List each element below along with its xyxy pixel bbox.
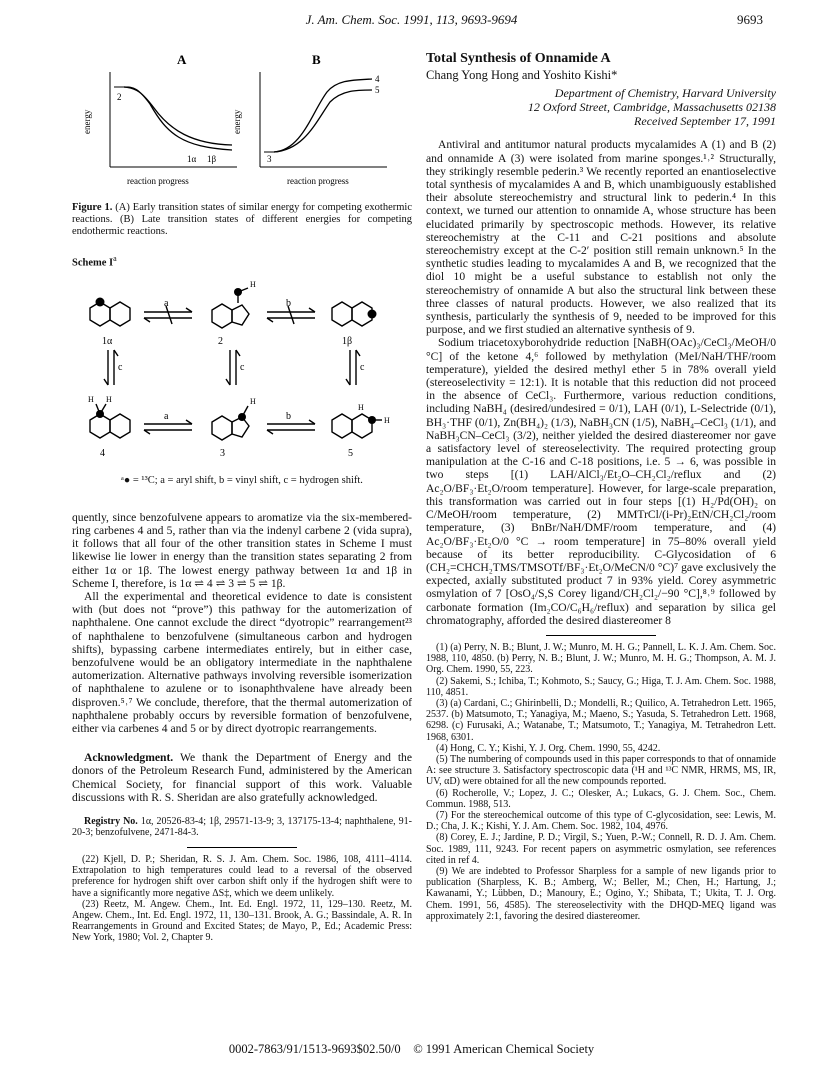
footnote-rule-right xyxy=(546,635,656,636)
h-label-5: H xyxy=(384,415,390,425)
acknowledgment-text: We thank the Department of Energy and the donors of the Petroleum Research Fund, administered by the American Chemical Society, for financial support of this work. Valuable discussions with R. S. Sheridan are also gratefully acknowledged. xyxy=(72,751,412,804)
affiliation xyxy=(426,86,776,128)
footnote-1: (1) (a) Perry, N. B.; Blunt, J. W.; Munro, M. H. G.; Pannell, L. K. J. Am. Chem. Soc. 1988, 110, 4850. (b) Perry, N. B.; Blunt, J. W.; Munro, M. H. G.; Thompson, A. M. J. Org. Chem. 1990, 55, 223. xyxy=(426,641,776,676)
footnote-3: (3) (a) Cardani, C.; Ghirinbelli, D.; Mondelli, R.; Quilico, A. Tetrahedron Lett. 1965, 2537. (b) Matsumoto, T.; Yanagiya, M.; Maeno, S.; Yasuda, S. Tetrahedron Lett. 1968, 6298. (c) Furusaki, A.; Watanabe, T.; Matsumoto, T.; Yanagiya, M. Tetrahedron Lett. 1968, 6301. xyxy=(426,697,776,743)
vert-c-3: c xyxy=(360,361,365,373)
panel-b-curve-5 xyxy=(274,90,372,152)
page-footer xyxy=(0,1042,823,1057)
figure-caption-label: Figure 1. xyxy=(72,202,113,213)
vert-c-2: c xyxy=(240,361,245,373)
panel-a-curve-1a xyxy=(124,87,232,150)
page-number: 9693 xyxy=(737,12,763,27)
affiliation-department: Department of Chemistry, Harvard University xyxy=(554,86,776,101)
h-label-5b: H xyxy=(358,402,364,412)
structure-1alpha xyxy=(90,302,130,326)
label-top-1alpha: 1α xyxy=(102,335,113,347)
footnote-5: (5) The numbering of compounds used in this paper corresponds to that of onnamide A: see structure 3. Satisfactory spectroscopic data (¹H and ¹³C NMR, HRMS, MS, IR, UV, αD) were obtained for all the new compounds reported. xyxy=(426,753,776,788)
energy-diagram xyxy=(72,52,412,192)
scheme-1 xyxy=(72,270,412,475)
scheme-diagram xyxy=(72,270,412,475)
label-1alpha: 1α xyxy=(187,154,197,164)
vert-c-1: c xyxy=(118,361,123,373)
left-paragraph-2: All the experimental and theoretical evidence to date is consistent with (but does not “prove”) this pathway for the automerization of naphthalene. One cannot exclude the direct “dyotropic” rearrangement²³ of naphthalene to benzofulvene (simultaneous carbon and hydrogen shifts), bypassing carbene intermediates entirely, but in either case, benzofulvene would be an obligatory intermediate in the naphthalene automerization. Alternative pathways involving reversible isomerization of naphthalene to azulene or to isonaphthvalene have already been disproven.⁵˒⁷ We conclude, therefore, that the thermal automerization of naphthalene probably occurs by reversible formation of benzofulvene, either via carbenes 4 and 5 or by direct dyotropic rearrangements. xyxy=(72,589,412,735)
panel-a-xlabel: reaction progress xyxy=(127,176,189,186)
arrow-top-b: b xyxy=(286,297,291,309)
acknowledgment-label: Acknowledgment. xyxy=(84,751,174,765)
left-paragraph-1: quently, since benzofulvene appears to aromatize via the six-membered-ring carbenes 4 and 5, rather than via the indenyl carbene 2 (vida supra), it follows that all four of the other transition states in Scheme I must likewise lie lower in energy than the transition states separating 2 from either 1α or 1β. The lowest energy pathway between 1α and 1β in Scheme I, therefore, is 1α ⇌ 4 ⇌ 3 ⇌ 5 ⇌ 1β. xyxy=(72,510,412,590)
footnote-6: (6) Rocherolle, V.; Lopez, J. C.; Olesker, A.; Lukacs, G. J. Chem. Soc., Chem. Commun. 1988, 513. xyxy=(426,787,776,810)
footnote-8: (8) Corey, E. J.; Jardine, P. D.; Virgil, S.; Yuen, P.-W.; Connell, R. D. J. Am. Chem. Soc. 1989, 111, 9243. For recent papers on asymmetric osmylation, see references cited in ref 4. xyxy=(426,832,776,866)
label-1beta: 1β xyxy=(207,154,217,164)
panel-a-label: A xyxy=(177,52,187,67)
footnote-23: (23) Reetz, M. Angew. Chem., Int. Ed. Engl. 1972, 11, 129–130. Reetz, M. Angew. Chem., Int. Ed. Engl. 1972, 11, 130–131. Brook, A. G.; Bassindale, A. R. In Rearrangements in Ground and Excited States; de Mayo, P., Ed.; Academic Press: New York, 1980; Vol. 2, Chapter 9. xyxy=(72,898,412,944)
panel-b-label: B xyxy=(312,52,321,67)
panel-a-ylabel: energy xyxy=(82,109,92,134)
article-paragraph-2: Sodium triacetoxyborohydride reduction [NaBH(OAc)₃/CeCl₃/MeOH/0 °C] of the ketone 4,⁶ followed by methylation (MeI/NaH/THF/room temperature), yielded the desired methyl ether 5 in 78% overall yield (stereoselectivity = 12:1). It is notable that this reduction did not proceed in the absence of CeCl₃. Furthermore, various reduction conditions, including NaBH₄ (desired/undesired = 0/1), LAH (0/1), L-Selectride (0/1), BH₃·THF (0/1), Zn(BH₄)₂ (1/3), NaBH₃CN (1/5), NaBH₄–CeCl₃ (1/1), and NaBH₃CN–CeCl₃ (3/2), neither yielded the desired diastereomer nor gave a satisfactory level of stereoselectivity. The required protecting group manipulation at the C-16 and C-18 positions, i.e. 5 → 6, was possible in two steps [(1) LAH/AlCl₃/Et₂O–CH₂Cl₂/reflux and (2) Ac₂O/BF₃·Et₂O/room temperature]. However, for large-scale preparation, this transformation was carried out in four steps [(1) H₂/Pd(OH)₂ on C/MeOH/room temperature, (2) MMTrCl/(i-Pr)₂EtN/CH₂Cl₂/room temperature, (3) BnBr/NaH/DMF/room temperature, and (4) Ac₂O/BF₃·Et₂O/0 °C → room temperature] in 75–80% overall yield because of its better reproducibility. C-Glycosidation of 6 (CH₂=CHCH₂TMS/TMSOTf/BF₃·Et₂O/MeCN/0 °C)⁷ gave exclusively the expected, axially substituted product 7 in 93% yield. Corey asymmetric osmylation of 7 [OsO₄/S,S Corey ligand/CH₂Cl₂/−90 °C],⁸˒⁹ followed by carbonate formation (Im₂CO/C₆H₆/reflux) and separation by silica gel chromatography, afforded the desired diastereomer 8 xyxy=(426,336,776,627)
article-title: Total Synthesis of Onnamide A xyxy=(426,51,611,66)
label-top-1beta: 1β xyxy=(342,335,353,347)
journal-citation: J. Am. Chem. Soc. 1991, 113, 9693-9694 xyxy=(305,12,518,27)
right-column xyxy=(426,52,776,922)
label-2: 2 xyxy=(117,92,122,102)
label-bottom-4: 4 xyxy=(100,447,105,459)
article-authors: Chang Yong Hong and Yoshito Kishi* xyxy=(426,68,618,83)
footer-code: 0002-7863/91/1513-9693$02.50/0 xyxy=(228,1042,401,1056)
registry-label: Registry No. xyxy=(84,815,138,827)
footnote-rule-left xyxy=(187,847,297,848)
label-bottom-5: 5 xyxy=(348,447,353,459)
footnote-9: (9) We are indebted to Professor Sharpless for a sample of new ligands prior to publication (Sharpless, K. B.; Amberg, W.; Beller, M.; Chen, H.; Hartung, J.; Kawanami, Y.; Lübben, D.; Manoury, E.; Ogino, Y.; Shibata, T.; Ukita, T. J. Org. Chem. 1991, 56, 4585). The stereoselectivity with the DHQD-MEQ ligand was approximately 2:1, favoring the desired diastereomer. xyxy=(426,865,776,922)
scheme-title xyxy=(72,252,412,270)
label-bottom-3: 3 xyxy=(220,447,225,459)
structure-2 xyxy=(212,288,249,328)
scheme-title-text: Scheme I xyxy=(72,257,114,269)
footnote-2: (2) Sakemi, S.; Ichiba, T.; Kohmoto, S.; Saucy, G.; Higa, T. J. Am. Chem. Soc. 1988, 110, 4851. xyxy=(426,675,776,698)
h-label-4b: H xyxy=(106,394,112,404)
panel-b-xlabel: reaction progress xyxy=(287,176,349,186)
article-paragraph-1: Antiviral and antitumor natural products mycalamides A (1) and B (2) and onnamide A (3) were isolated from marine sponges.¹˒² Structurally, they strikingly resemble pederin.³ We recently reported an enantioselective total synthesis of mycalamides A and B, which unambiguously established their absolute stereochemistry and structural link to pederin.⁴ In this context, we turned our attention to onnamide A, whose structure has been elucidated primarily by spectroscopic methods. However, its relative stereochemistry at the C-11 and C-21 positions and absolute stereochemistry except at the C-2′ position still remain unknown.⁵ In the synthetic studies leading to mycalamides A and B, we recognized that the diol 10 might be a useful substance to establish not only the stereochemistry of onnamide A but also the structural link between these three classes of natural products. However, we also realized that its synthesis, particularly the synthesis of 9, needed to be improved for this purpose, and we first studied an alternative synthesis of 9. xyxy=(426,138,776,337)
h-label-2: H xyxy=(250,279,256,289)
label-top-2: 2 xyxy=(218,335,223,347)
affiliation-address: 12 Oxford Street, Cambridge, Massachusetts 02138 xyxy=(527,100,776,115)
h-label-3: H xyxy=(250,396,256,406)
figure-1 xyxy=(72,52,412,202)
panel-b-ylabel: energy xyxy=(232,109,242,134)
scheme-note: ᵃ● = ¹³C; a = aryl shift, b = vinyl shift, c = hydrogen shift. xyxy=(121,474,363,486)
footnote-7: (7) For the stereochemical outcome of this type of C-glycosidation, see: Lewis, M. D.; Cha, J. K.; Kishi, Y. J. Am. Chem. Soc. 1982, 104, 4976. xyxy=(426,809,776,833)
footnote-4: (4) Hong, C. Y.; Kishi, Y. J. Org. Chem. 1990, 55, 4242. xyxy=(436,742,661,754)
received-date: Received September 17, 1991 xyxy=(634,114,776,129)
structure-1beta xyxy=(332,302,372,326)
h-label-4a: H xyxy=(88,394,94,404)
registry-text: 1α, 20526-83-4; 1β, 29571-13-9; 3, 137175-13-4; naphthalene, 91-20-3; benzofulvene, 2471-84-3. xyxy=(72,815,412,839)
acknowledgment xyxy=(72,751,412,804)
figure-caption-text: (A) Early transition states of similar energy for competing exothermic reactions. (B) Late transition states of different energies for competing endothermic reactions. xyxy=(72,202,413,237)
arrow-bottom-a: a xyxy=(164,410,169,422)
vertical-arrows xyxy=(104,350,360,385)
left-column xyxy=(72,52,412,944)
arrow-bottom-b: b xyxy=(286,410,291,422)
running-header xyxy=(0,12,823,30)
footnote-22: (22) Kjell, D. P.; Sheridan, R. S. J. Am. Chem. Soc. 1986, 108, 4111–4114. Extrapolation to high temperatures could lead to a reversal of the observed preference for hydrogen shift over carbon shift only if the hydrogen shift were to have a significantly more negative ΔS‡, which we deem unlikely. xyxy=(72,853,412,899)
structure-3 xyxy=(212,406,249,440)
arrow-top-a: a xyxy=(164,297,169,309)
registry-numbers xyxy=(72,816,412,839)
scheme-title-mark: a xyxy=(113,254,117,263)
bottom-arrows xyxy=(144,420,315,434)
label-3: 3 xyxy=(267,154,272,164)
right-footnotes xyxy=(426,642,776,922)
footer-copyright: © 1991 American Chemical Society xyxy=(413,1042,595,1056)
label-5: 5 xyxy=(375,85,380,95)
structure-4 xyxy=(90,404,130,438)
figure-1-caption xyxy=(72,202,412,238)
label-4: 4 xyxy=(375,74,380,84)
